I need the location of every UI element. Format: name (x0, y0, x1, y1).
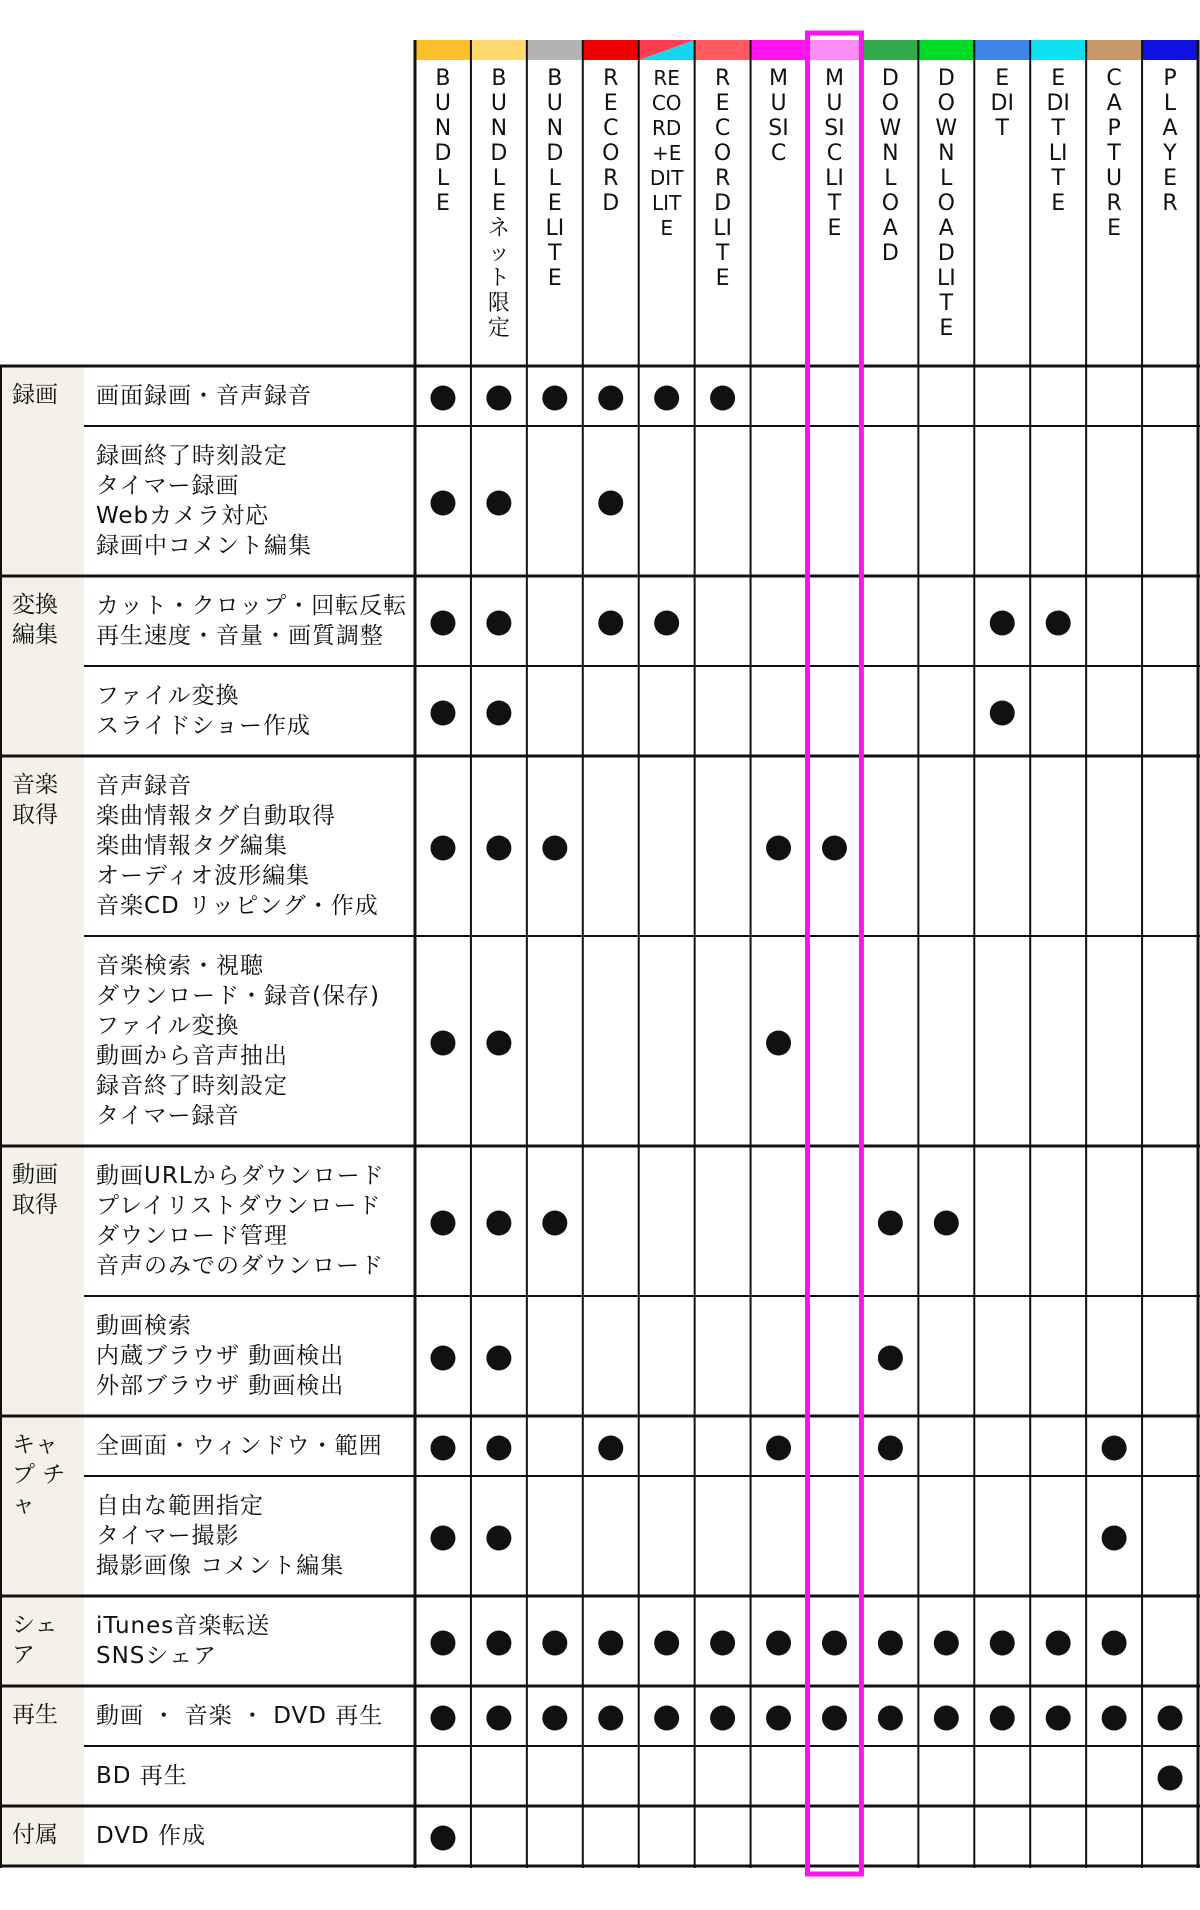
category-label: シェア (12, 1612, 58, 1668)
availability-dot (1046, 611, 1071, 636)
availability-dot (1102, 1526, 1127, 1551)
availability-dot (430, 1436, 455, 1461)
feature-label: オーディオ波形編集 (96, 863, 311, 889)
availability-dot (486, 836, 511, 861)
product-color-bar (1142, 40, 1198, 60)
product-column-header: MUSIC LITE (824, 66, 845, 241)
availability-dot (542, 1706, 567, 1731)
availability-dot (934, 1631, 959, 1656)
availability-dot (430, 1346, 455, 1371)
feature-label: ファイル変換 (96, 1013, 240, 1039)
availability-dot (990, 611, 1015, 636)
feature-label: Webカメラ対応 (96, 503, 270, 529)
product-column-header: RECORD+EDIT LITE (649, 66, 684, 240)
feature-label: タイマー録画 (96, 473, 240, 499)
feature-label: BD 再生 (96, 1763, 188, 1789)
feature-label: 外部ブラウザ 動画検出 (96, 1373, 345, 1399)
availability-dot (654, 1631, 679, 1656)
availability-dot (430, 1706, 455, 1731)
availability-dot (934, 1706, 959, 1731)
availability-dot (598, 611, 623, 636)
availability-dot (486, 491, 511, 516)
feature-label: ファイル変換 (96, 683, 240, 709)
feature-label: ダウンロード・録音(保存) (96, 983, 380, 1009)
availability-dot (598, 1631, 623, 1656)
feature-label: プレイリストダウンロード (96, 1193, 382, 1219)
availability-dot (430, 1526, 455, 1551)
availability-dot (486, 1526, 511, 1551)
availability-dot (990, 701, 1015, 726)
feature-label: 録画終了時刻設定 (96, 443, 288, 469)
product-color-bar (583, 40, 639, 60)
availability-dot (598, 386, 623, 411)
product-column-header: CAPTURE (1106, 66, 1123, 241)
feature-label: スライドショー作成 (96, 713, 311, 739)
availability-dot (878, 1706, 903, 1731)
availability-dot (486, 1031, 511, 1056)
product-color-bar (807, 40, 863, 60)
availability-dot (710, 1631, 735, 1656)
feature-label: 再生速度・音量・画質調整 (96, 623, 384, 649)
availability-dot (430, 1826, 455, 1851)
availability-dot (822, 1631, 847, 1656)
availability-dot (1158, 1706, 1183, 1731)
availability-dot (654, 611, 679, 636)
feature-label: 楽曲情報タグ自動取得 (96, 803, 336, 829)
availability-dot (710, 386, 735, 411)
feature-label: タイマー録音 (96, 1103, 240, 1129)
feature-label: ダウンロード管理 (96, 1223, 288, 1249)
feature-label: 音楽CD リッピング・作成 (96, 893, 379, 919)
availability-dot (542, 1211, 567, 1236)
product-color-bar (862, 40, 918, 60)
product-column-header: DOWNLOAD (879, 66, 902, 266)
availability-dot (486, 1211, 511, 1236)
product-color-bar (751, 40, 807, 60)
availability-dot (486, 1436, 511, 1461)
category-label: 付属 (12, 1822, 58, 1848)
availability-dot (598, 1706, 623, 1731)
product-column-header: PLAYER (1162, 66, 1178, 216)
feature-label: 全画面・ウィンドウ・範囲 (96, 1433, 383, 1459)
feature-label: 音声録音 (96, 773, 192, 799)
availability-dot (766, 836, 791, 861)
product-column-header: EDIT (990, 66, 1014, 141)
availability-dot (766, 1031, 791, 1056)
availability-dot (542, 836, 567, 861)
feature-label: iTunes音楽転送 (96, 1613, 271, 1639)
feature-label: 音楽検索・視聴 (96, 953, 264, 979)
feature-label: 動画 ・ 音楽 ・ DVD 再生 (96, 1703, 384, 1729)
product-color-bar (1030, 40, 1086, 60)
product-color-bar (1086, 40, 1142, 60)
product-column-header: DOWNLOAD LITE (935, 66, 958, 341)
availability-dot (430, 1031, 455, 1056)
availability-dot (486, 386, 511, 411)
feature-label: 動画検索 (96, 1313, 192, 1339)
product-column-header: BUNDLE (434, 66, 452, 216)
availability-dot (598, 1436, 623, 1461)
availability-dot (878, 1631, 903, 1656)
feature-label: カット・クロップ・回転反転 (96, 593, 408, 619)
feature-label: 楽曲情報タグ編集 (96, 833, 288, 859)
feature-label: SNSシェア (96, 1643, 217, 1669)
availability-dot (430, 701, 455, 726)
category-label: 音楽 取得 (12, 772, 58, 828)
category-label: 動画 取得 (12, 1162, 58, 1218)
availability-dot (654, 1706, 679, 1731)
availability-dot (766, 1436, 791, 1461)
product-color-bar (974, 40, 1030, 60)
availability-dot (430, 836, 455, 861)
availability-dot (486, 1631, 511, 1656)
availability-dot (822, 836, 847, 861)
product-color-bar (695, 40, 751, 60)
product-column-header: EDIT LITE (1046, 66, 1070, 216)
feature-label: 動画から音声抽出 (96, 1043, 288, 1069)
product-color-bar (918, 40, 974, 60)
availability-dot (430, 1211, 455, 1236)
availability-dot (542, 1631, 567, 1656)
availability-dot (934, 1211, 959, 1236)
availability-dot (1102, 1631, 1127, 1656)
availability-dot (1046, 1631, 1071, 1656)
availability-dot (710, 1706, 735, 1731)
availability-dot (430, 386, 455, 411)
feature-label: 自由な範囲指定 (96, 1493, 264, 1519)
category-label: 録画 (12, 382, 58, 408)
feature-label: タイマー撮影 (96, 1523, 240, 1549)
product-column-header: BUNDLE LITE (545, 66, 565, 291)
availability-dot (1158, 1766, 1183, 1791)
availability-dot (598, 491, 623, 516)
product-column-header: RECORD (602, 66, 620, 216)
product-column-header: RECORD LITE (713, 66, 732, 291)
availability-dot (990, 1706, 1015, 1731)
availability-dot (486, 611, 511, 636)
availability-dot (486, 1346, 511, 1371)
availability-dot (486, 1706, 511, 1731)
product-color-bar (527, 40, 583, 60)
availability-dot (1102, 1436, 1127, 1461)
category-label: キャプ チャ (12, 1432, 66, 1518)
feature-label: 音声のみでのダウンロード (96, 1253, 384, 1279)
feature-label: DVD 作成 (96, 1823, 207, 1849)
feature-label: 画面録画・音声録音 (96, 383, 312, 409)
availability-dot (822, 1706, 847, 1731)
category-label: 再生 (12, 1702, 58, 1728)
feature-label: 撮影画像 コメント編集 (96, 1553, 345, 1579)
feature-label: 録音終了時刻設定 (96, 1073, 288, 1099)
availability-dot (430, 611, 455, 636)
availability-dot (486, 701, 511, 726)
availability-dot (430, 1631, 455, 1656)
availability-dot (878, 1436, 903, 1461)
availability-dot (878, 1211, 903, 1236)
feature-label: 内蔵ブラウザ 動画検出 (96, 1343, 345, 1369)
category-label: 変換 編集 (12, 592, 58, 648)
availability-dot (878, 1346, 903, 1371)
product-color-bar (471, 40, 527, 60)
availability-dot (1102, 1706, 1127, 1731)
availability-dot (654, 386, 679, 411)
product-column-header: MUSIC (768, 66, 789, 166)
availability-dot (542, 386, 567, 411)
availability-dot (1046, 1706, 1071, 1731)
availability-dot (766, 1631, 791, 1656)
availability-dot (430, 491, 455, 516)
availability-dot (990, 1631, 1015, 1656)
product-column-header: BUNDLE ネット限定 (487, 66, 510, 341)
availability-dot (766, 1706, 791, 1731)
feature-label: 動画URLからダウンロード (96, 1163, 385, 1189)
feature-label: 録画中コメント編集 (96, 533, 312, 559)
product-color-bar (415, 40, 471, 60)
